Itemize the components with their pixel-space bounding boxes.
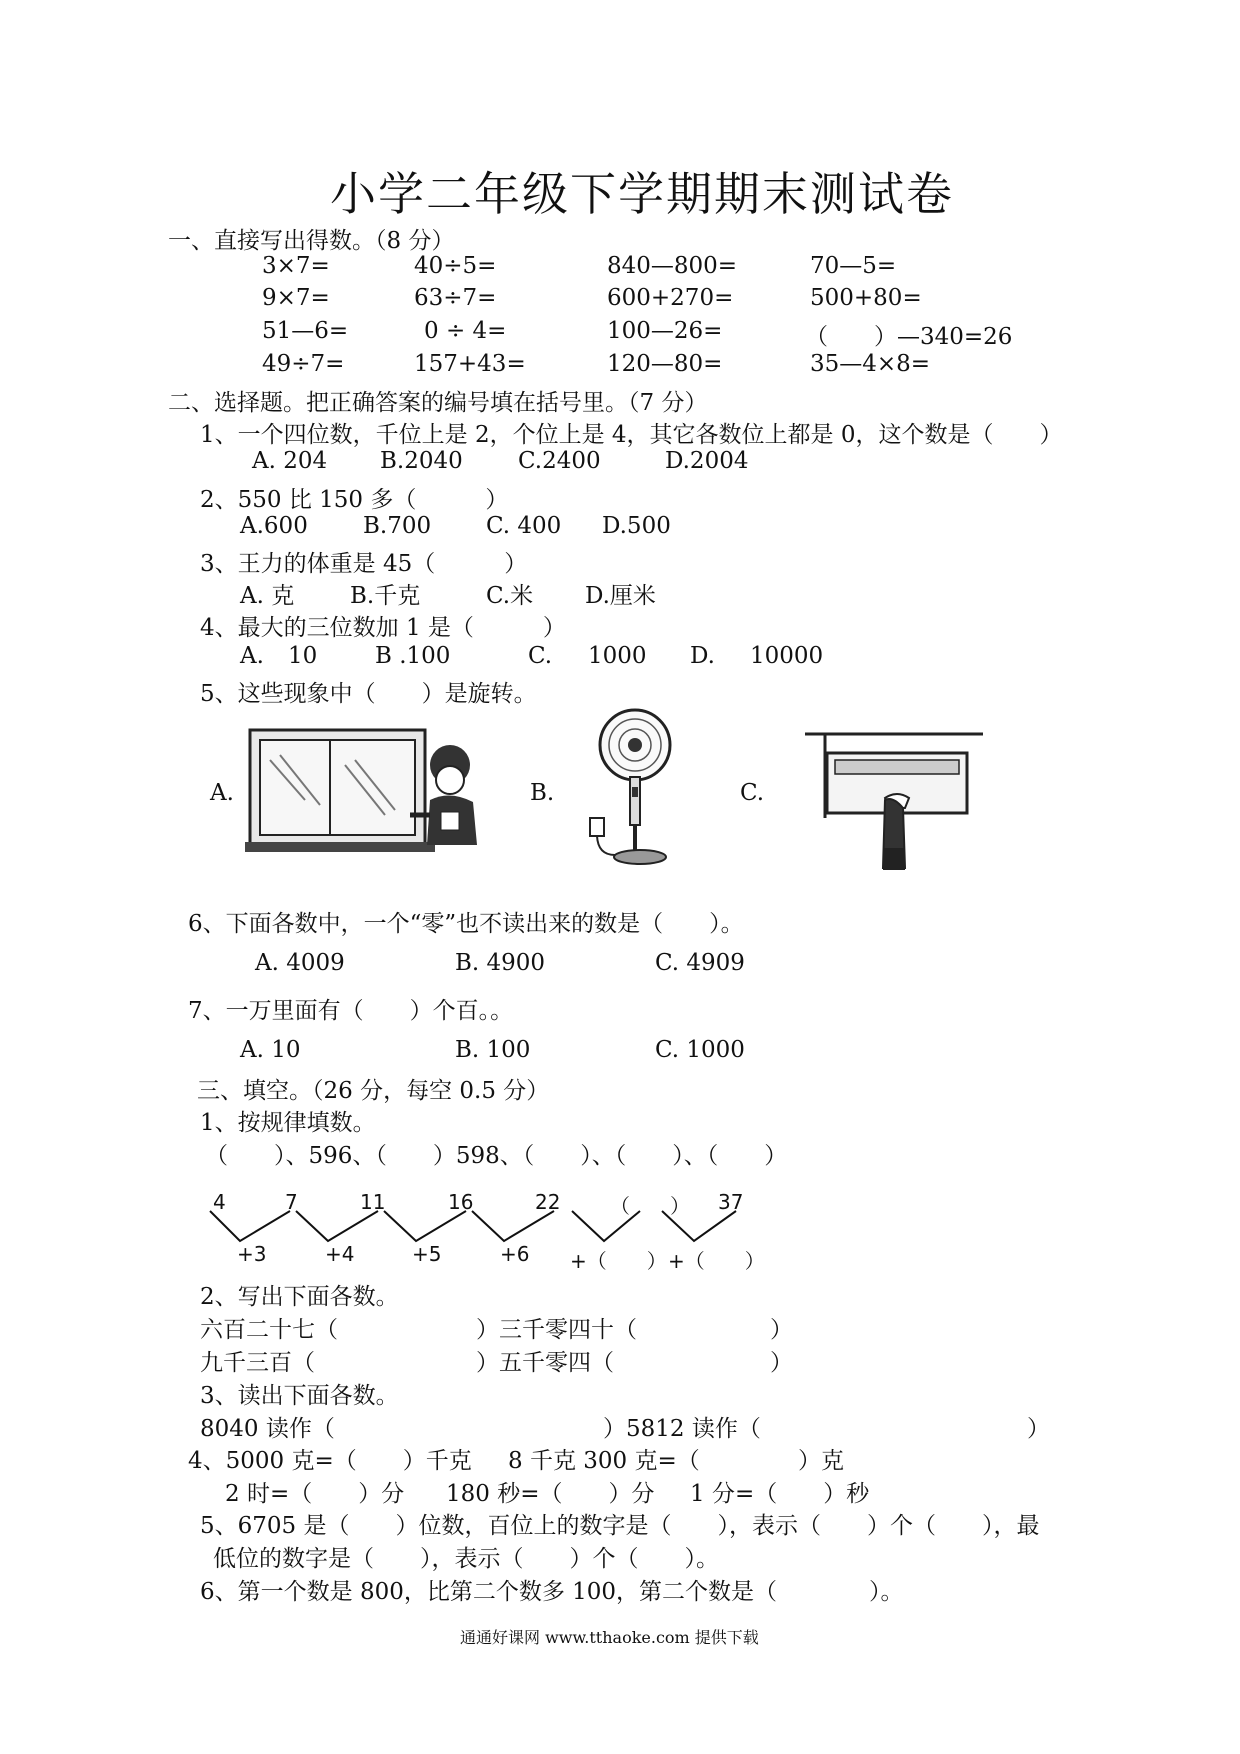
pattern-number: 11	[360, 1190, 386, 1214]
option: B .100	[375, 643, 451, 669]
calc-item: 40÷5=	[414, 253, 497, 279]
option: A. 4009	[255, 950, 345, 976]
fill-item: ）	[770, 1317, 793, 1343]
section1-heading: 一、直接写出得数。（8 分）	[168, 228, 455, 254]
question-text: 低位的数字是（ ），表示（ ）个（ ）。	[213, 1546, 719, 1572]
question-text: 6、下面各数中，一个“零”也不读出来的数是（ ）。	[188, 911, 744, 937]
sequence-line: （ ）、596、（ ）598、（ ）、（ ）、（ ）	[205, 1143, 788, 1169]
fill-item: ）克	[798, 1448, 844, 1474]
option: D.厘米	[585, 583, 656, 609]
fill-item: 180 秒=（ ）分	[446, 1481, 655, 1507]
fill-item: 4、5000 克=（ ）千克	[188, 1448, 472, 1474]
pattern-number: 37	[718, 1190, 744, 1214]
option: A. 204	[252, 448, 328, 474]
fill-item: ）三千零四十（	[476, 1317, 637, 1343]
calc-item: （ ）—340=26	[805, 324, 1013, 350]
question-text: 2、写出下面各数。	[200, 1284, 399, 1310]
question-text: 3、读出下面各数。	[200, 1383, 399, 1409]
option-label: B.	[530, 780, 555, 806]
calc-item: 35—4×8=	[810, 351, 931, 377]
option: D.	[690, 643, 715, 669]
calc-item: 51—6=	[262, 318, 349, 344]
option: A. 10	[240, 1037, 301, 1063]
option-label: C.	[740, 780, 765, 806]
fill-item: 九千三百（	[200, 1350, 315, 1376]
pattern-op: +4	[325, 1242, 355, 1266]
calc-item: 70—5=	[810, 253, 897, 279]
calc-item: 600+270=	[607, 285, 734, 311]
option: C. 1000	[655, 1037, 745, 1063]
option: B. 100	[455, 1037, 531, 1063]
option: B.千克	[350, 583, 421, 609]
pattern-op: +5	[412, 1242, 442, 1266]
question-text: 5、这些现象中（ ）是旋转。	[200, 681, 537, 707]
fill-item: ）5812 读作（	[603, 1416, 761, 1442]
question-text: 5、6705 是（ ）位数，百位上的数字是（ ），表示（ ）个（ ），最	[200, 1513, 1040, 1539]
question-text: 2、550 比 150 多（ ）	[200, 487, 509, 513]
fill-item: 六百二十七（	[200, 1317, 338, 1343]
question-text: 6、第一个数是 800，比第二个数多 100，第二个数是（ ）。	[200, 1579, 904, 1605]
pattern-op: +6	[500, 1242, 530, 1266]
option: A.600	[240, 513, 308, 539]
pattern-number: （ ）	[610, 1194, 690, 1218]
calc-item: 120—80=	[607, 351, 723, 377]
section3-heading: 三、填空。（26 分，每空 0.5 分）	[197, 1078, 550, 1104]
option: B.2040	[380, 448, 463, 474]
option: C. 4909	[655, 950, 745, 976]
calc-item: 9×7=	[262, 285, 330, 311]
option: 10000	[750, 643, 824, 669]
pattern-op: +（ ）	[570, 1249, 667, 1273]
question-text: 1、按规律填数。	[200, 1110, 376, 1136]
pattern-number: 7	[285, 1190, 298, 1214]
pattern-op: +（ ）	[668, 1249, 765, 1273]
option: B.700	[363, 513, 432, 539]
pattern-op: +3	[237, 1242, 267, 1266]
calc-item: 63÷7=	[414, 285, 497, 311]
electric-fan-illustration	[580, 705, 700, 870]
option: C.米	[486, 583, 534, 609]
pattern-number: 16	[448, 1190, 474, 1214]
fill-item: ）五千零四（	[476, 1350, 614, 1376]
fill-item: 1 分=（ ）秒	[690, 1481, 870, 1507]
option: 10	[288, 643, 318, 669]
question-text: 3、王力的体重是 45（ ）	[200, 551, 528, 577]
option-label: A.	[210, 780, 234, 806]
calc-item: 500+80=	[810, 285, 922, 311]
option: C. 400	[486, 513, 562, 539]
option: B. 4900	[455, 950, 546, 976]
calc-item: 3×7=	[262, 253, 330, 279]
drawer-pulling-illustration	[805, 728, 985, 880]
page-title: 小学二年级下学期期末测试卷	[330, 167, 954, 221]
option: A. 克	[240, 583, 295, 609]
question-text: 7、一万里面有（ ）个百。。	[188, 998, 514, 1024]
calc-item: 840—800=	[607, 253, 738, 279]
option: 1000	[588, 643, 647, 669]
window-sliding-illustration	[245, 720, 490, 860]
option: C.2400	[518, 448, 601, 474]
section2-heading: 二、选择题。把正确答案的编号填在括号里。（7 分）	[168, 390, 708, 416]
option: A.	[240, 643, 264, 669]
option: D.2004	[665, 448, 749, 474]
calc-item: 157+43=	[414, 351, 526, 377]
calc-item: 0 ÷ 4=	[424, 318, 507, 344]
question-text: 4、最大的三位数加 1 是（ ）	[200, 615, 566, 641]
pattern-number: 4	[213, 1190, 226, 1214]
fill-item: 8040 读作（	[200, 1416, 335, 1442]
question-text: 1、一个四位数，千位上是 2，个位上是 4，其它各数位上都是 0，这个数是（ ）	[200, 422, 1063, 448]
fill-item: ）	[770, 1350, 793, 1376]
footer-text: 通通好课网 www.tthaoke.com 提供下载	[460, 1628, 759, 1647]
option: D.500	[602, 513, 671, 539]
fill-item: ）	[1027, 1416, 1050, 1442]
calc-item: 100—26=	[607, 318, 723, 344]
pattern-number: 22	[535, 1190, 561, 1214]
fill-item: 2 时=（ ）分	[225, 1481, 405, 1507]
pattern-connector-lines	[200, 1205, 760, 1247]
option: C.	[528, 643, 553, 669]
fill-item: 8 千克 300 克=（	[508, 1448, 700, 1474]
calc-item: 49÷7=	[262, 351, 345, 377]
